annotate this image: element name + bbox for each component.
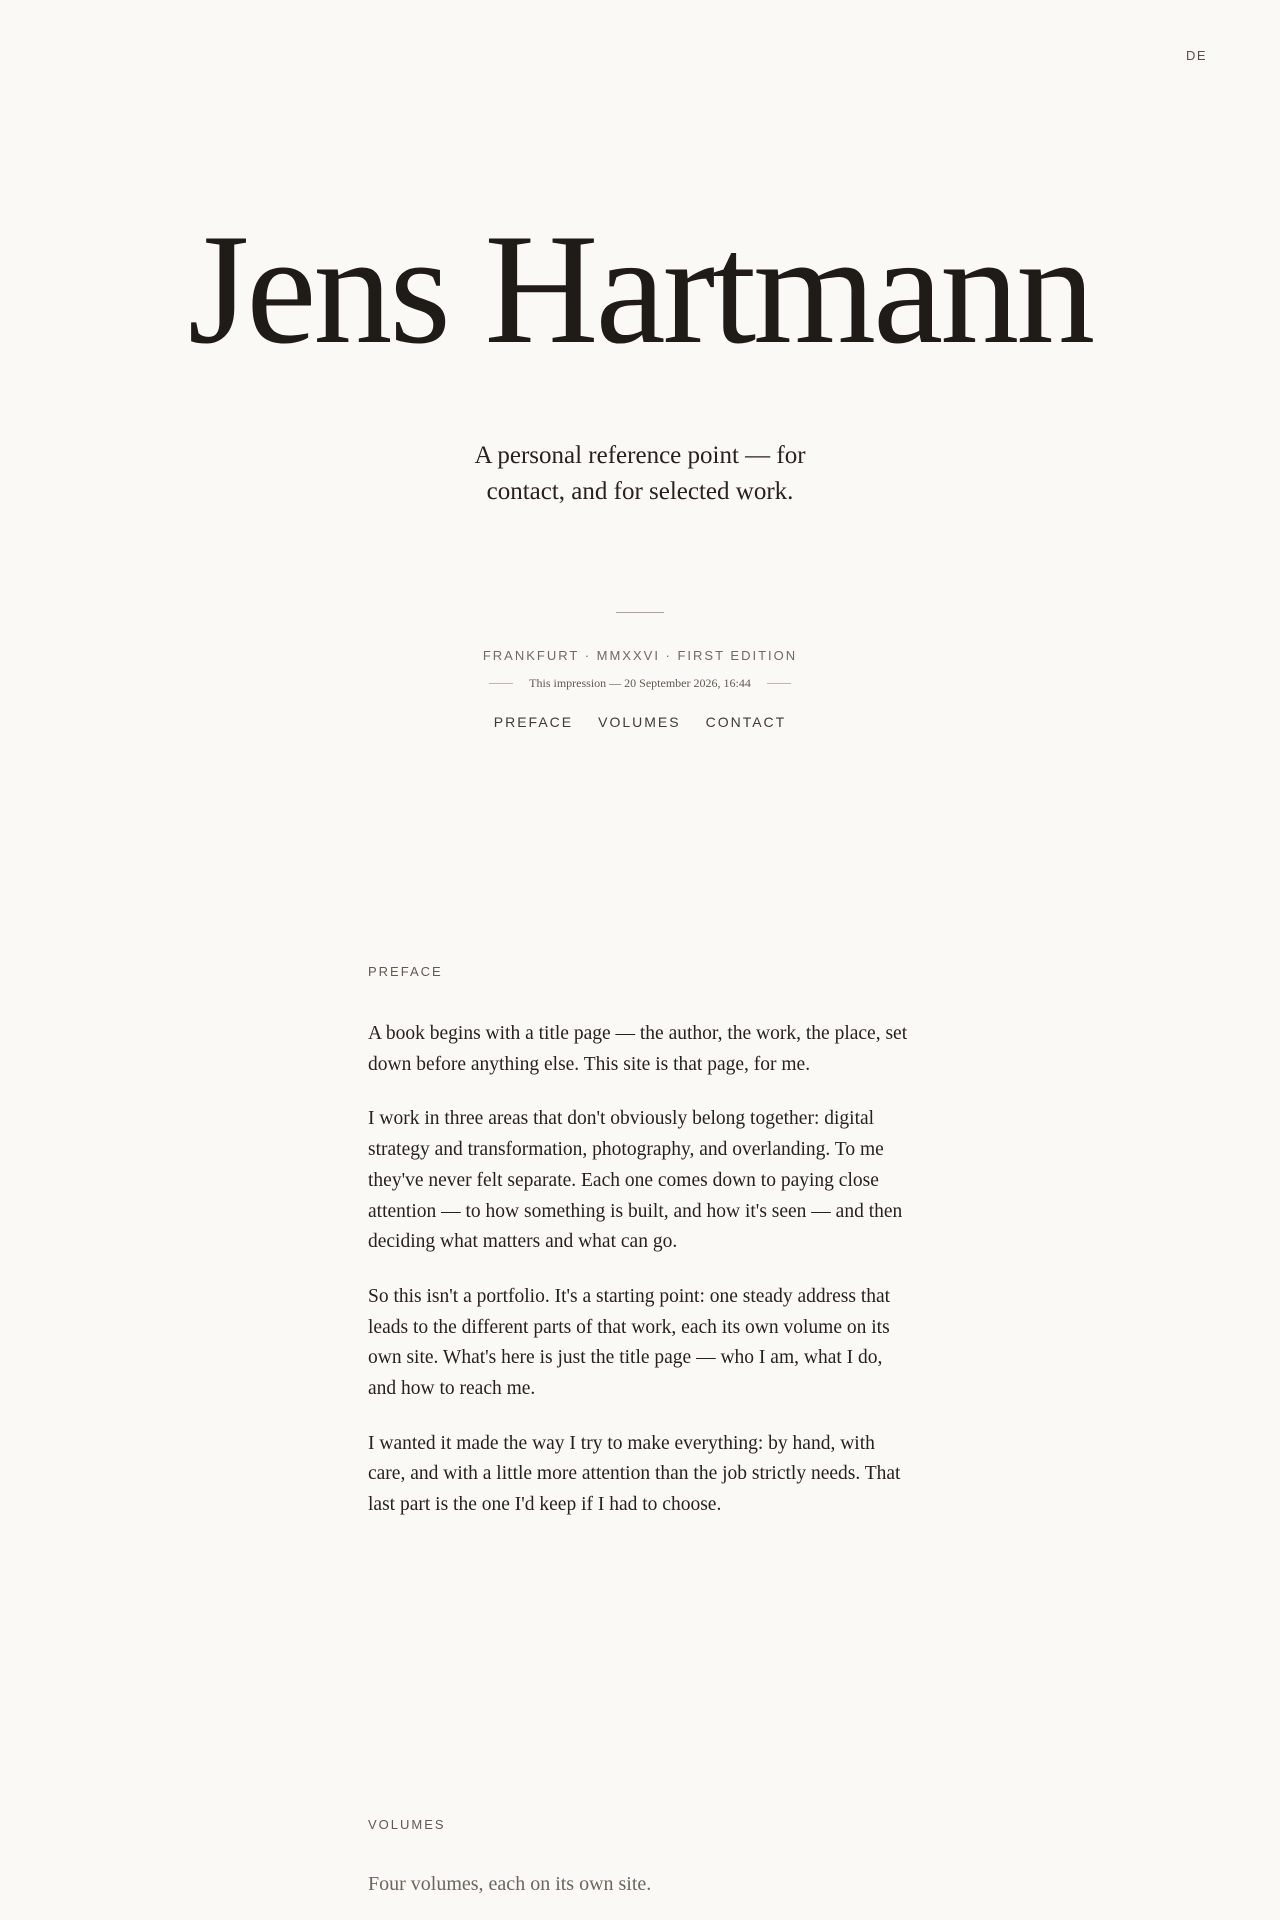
- edition-line: FRANKFURT · MMXXVI · FIRST EDITION: [482, 648, 798, 663]
- volumes-intro: Four volumes, each on its own site.: [368, 1873, 652, 1895]
- title-divider: [616, 612, 664, 613]
- impression-row: [0, 676, 1280, 691]
- nav-item-preface[interactable]: PREFACE: [493, 714, 574, 730]
- preface-label: PREFACE: [368, 964, 443, 979]
- volumes-label: VOLUMES: [368, 1817, 446, 1832]
- preface-paragraph: I work in three areas that don't obviously belong together: digital strategy and transformation, photography, and overlanding. To me they've never felt separate. Each one comes down to paying close attention — to how something is built, and how it's seen — and then deciding what matters and what can go.: [368, 1108, 903, 1253]
- site-title: Jens Hartmann: [187, 202, 1093, 377]
- preface-section: [368, 964, 913, 1545]
- site-subtitle: A personal reference point — for contact, and for selected work.: [474, 442, 806, 505]
- impression-rule-left: [489, 683, 513, 684]
- nav-item-contact[interactable]: CONTACT: [705, 714, 787, 730]
- preface-body: [368, 1019, 913, 1521]
- impression-timestamp: This impression — 20 September 2026, 16:44: [529, 676, 751, 690]
- preface-paragraph: So this isn't a portfolio. It's a starting point: one steady address that leads to the different parts of that work, each its own volume on its own site. What's here is just the title page — who I am, what I do, and how to reach me.: [368, 1285, 891, 1400]
- language-switch-link[interactable]: DE: [1185, 48, 1207, 63]
- preface-paragraph: I wanted it made the way I try to make everything: by hand, with care, and with a little more attention than the job strictly needs. That last part is the one I'd keep if I had to choose.: [368, 1432, 901, 1516]
- volumes-section: [368, 1817, 913, 1899]
- preface-paragraph: A book begins with a title page — the author, the work, the place, set down before anything else. This site is that page, for me.: [368, 1023, 908, 1075]
- impression-rule-right: [767, 683, 791, 684]
- hero: [0, 202, 1280, 510]
- main-nav: [0, 714, 1280, 730]
- nav-item-volumes[interactable]: VOLUMES: [598, 714, 681, 730]
